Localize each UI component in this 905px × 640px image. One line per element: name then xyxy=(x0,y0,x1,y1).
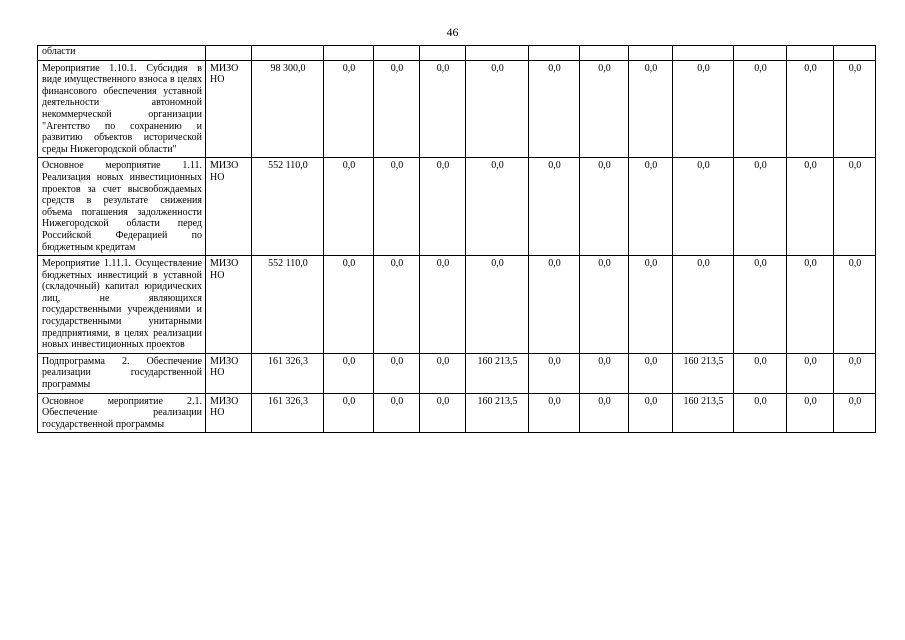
value-cell: 0,0 xyxy=(374,256,420,354)
value-cell: 0,0 xyxy=(834,393,876,433)
value-cell: 0,0 xyxy=(734,60,787,158)
value-cell: 0,0 xyxy=(466,60,529,158)
empty-cell xyxy=(529,46,580,61)
value-cell: 0,0 xyxy=(420,60,466,158)
value-cell: 0,0 xyxy=(629,158,673,256)
value-cell: 0,0 xyxy=(787,393,834,433)
table-body xyxy=(38,46,876,433)
value-cell: 0,0 xyxy=(734,158,787,256)
value-cell: 0,0 xyxy=(580,256,629,354)
value-cell: 0,0 xyxy=(420,256,466,354)
table-row xyxy=(38,158,876,256)
empty-cell xyxy=(734,46,787,61)
empty-cell xyxy=(374,46,420,61)
activity-description: Подпрограмма 2. Обеспечение реализации государственной программы xyxy=(38,353,206,393)
value-cell: 98 300,0 xyxy=(252,60,324,158)
value-cell: 0,0 xyxy=(580,60,629,158)
value-cell: 0,0 xyxy=(629,393,673,433)
value-cell: 0,0 xyxy=(529,256,580,354)
value-cell: 0,0 xyxy=(629,60,673,158)
value-cell: 0,0 xyxy=(466,158,529,256)
activity-description: Мероприятие 1.10.1. Субсидия в виде имущественного взноса в целях финансового обеспечения уставной деятельности автономной некоммерческой организации "Агентство по сохранению и развитию объектов исторической среды Нижегородской области" xyxy=(38,60,206,158)
value-cell: 552 110,0 xyxy=(252,158,324,256)
value-cell: 0,0 xyxy=(374,393,420,433)
value-cell: 0,0 xyxy=(374,60,420,158)
value-cell: 0,0 xyxy=(324,60,374,158)
value-cell: 160 213,5 xyxy=(673,393,734,433)
empty-cell xyxy=(206,46,252,61)
value-cell: 0,0 xyxy=(529,353,580,393)
value-cell: 0,0 xyxy=(673,158,734,256)
value-cell: 0,0 xyxy=(580,393,629,433)
empty-cell xyxy=(673,46,734,61)
value-cell: 0,0 xyxy=(580,353,629,393)
value-cell: 0,0 xyxy=(374,158,420,256)
value-cell: 0,0 xyxy=(324,393,374,433)
value-cell: 0,0 xyxy=(324,353,374,393)
continuation-description: области xyxy=(38,46,206,61)
activity-description: Мероприятие 1.11.1. Осуществление бюджетных инвестиций в уставной (складочный) капитал юридических лиц, не являющихся государственными учреждениями и государственными унитарными предприятиями, в целях реализации новых инвестиционных проектов xyxy=(38,256,206,354)
value-cell: 0,0 xyxy=(580,158,629,256)
value-cell: 160 213,5 xyxy=(466,393,529,433)
value-cell: 0,0 xyxy=(324,256,374,354)
responsible-executor: МИЗО НО xyxy=(206,353,252,393)
page-number: 46 xyxy=(446,25,459,39)
value-cell: 0,0 xyxy=(834,353,876,393)
budget-table xyxy=(37,45,876,433)
continuation-row xyxy=(38,46,876,61)
empty-cell xyxy=(466,46,529,61)
value-cell: 0,0 xyxy=(529,158,580,256)
activity-description: Основное мероприятие 2.1. Обеспечение реализации государственной программы xyxy=(38,393,206,433)
value-cell: 0,0 xyxy=(734,256,787,354)
value-cell: 161 326,3 xyxy=(252,353,324,393)
responsible-executor: МИЗО НО xyxy=(206,158,252,256)
value-cell: 0,0 xyxy=(787,60,834,158)
empty-cell xyxy=(324,46,374,61)
value-cell: 160 213,5 xyxy=(466,353,529,393)
value-cell: 0,0 xyxy=(673,60,734,158)
value-cell: 0,0 xyxy=(787,256,834,354)
value-cell: 0,0 xyxy=(466,256,529,354)
empty-cell xyxy=(834,46,876,61)
value-cell: 552 110,0 xyxy=(252,256,324,354)
value-cell: 161 326,3 xyxy=(252,393,324,433)
value-cell: 0,0 xyxy=(629,353,673,393)
table-row xyxy=(38,393,876,433)
value-cell: 0,0 xyxy=(529,393,580,433)
empty-cell xyxy=(420,46,466,61)
responsible-executor: МИЗО НО xyxy=(206,60,252,158)
value-cell: 0,0 xyxy=(734,353,787,393)
value-cell: 0,0 xyxy=(834,60,876,158)
empty-cell xyxy=(629,46,673,61)
table-row xyxy=(38,353,876,393)
value-cell: 0,0 xyxy=(834,256,876,354)
table-row xyxy=(38,256,876,354)
value-cell: 0,0 xyxy=(673,256,734,354)
value-cell: 0,0 xyxy=(529,60,580,158)
value-cell: 0,0 xyxy=(420,158,466,256)
value-cell: 0,0 xyxy=(420,353,466,393)
table-row xyxy=(38,60,876,158)
empty-cell xyxy=(580,46,629,61)
value-cell: 160 213,5 xyxy=(673,353,734,393)
value-cell: 0,0 xyxy=(629,256,673,354)
empty-cell xyxy=(252,46,324,61)
value-cell: 0,0 xyxy=(834,158,876,256)
empty-cell xyxy=(787,46,834,61)
responsible-executor: МИЗО НО xyxy=(206,393,252,433)
value-cell: 0,0 xyxy=(420,393,466,433)
responsible-executor: МИЗО НО xyxy=(206,256,252,354)
activity-description: Основное мероприятие 1.11. Реализация новых инвестиционных проектов за счет высвобождаемых средств в результате снижения объема погашения задолженности Нижегородской области перед Российской Федерацией по бюджетным кредитам xyxy=(38,158,206,256)
value-cell: 0,0 xyxy=(787,158,834,256)
value-cell: 0,0 xyxy=(787,353,834,393)
value-cell: 0,0 xyxy=(374,353,420,393)
value-cell: 0,0 xyxy=(324,158,374,256)
value-cell: 0,0 xyxy=(734,393,787,433)
